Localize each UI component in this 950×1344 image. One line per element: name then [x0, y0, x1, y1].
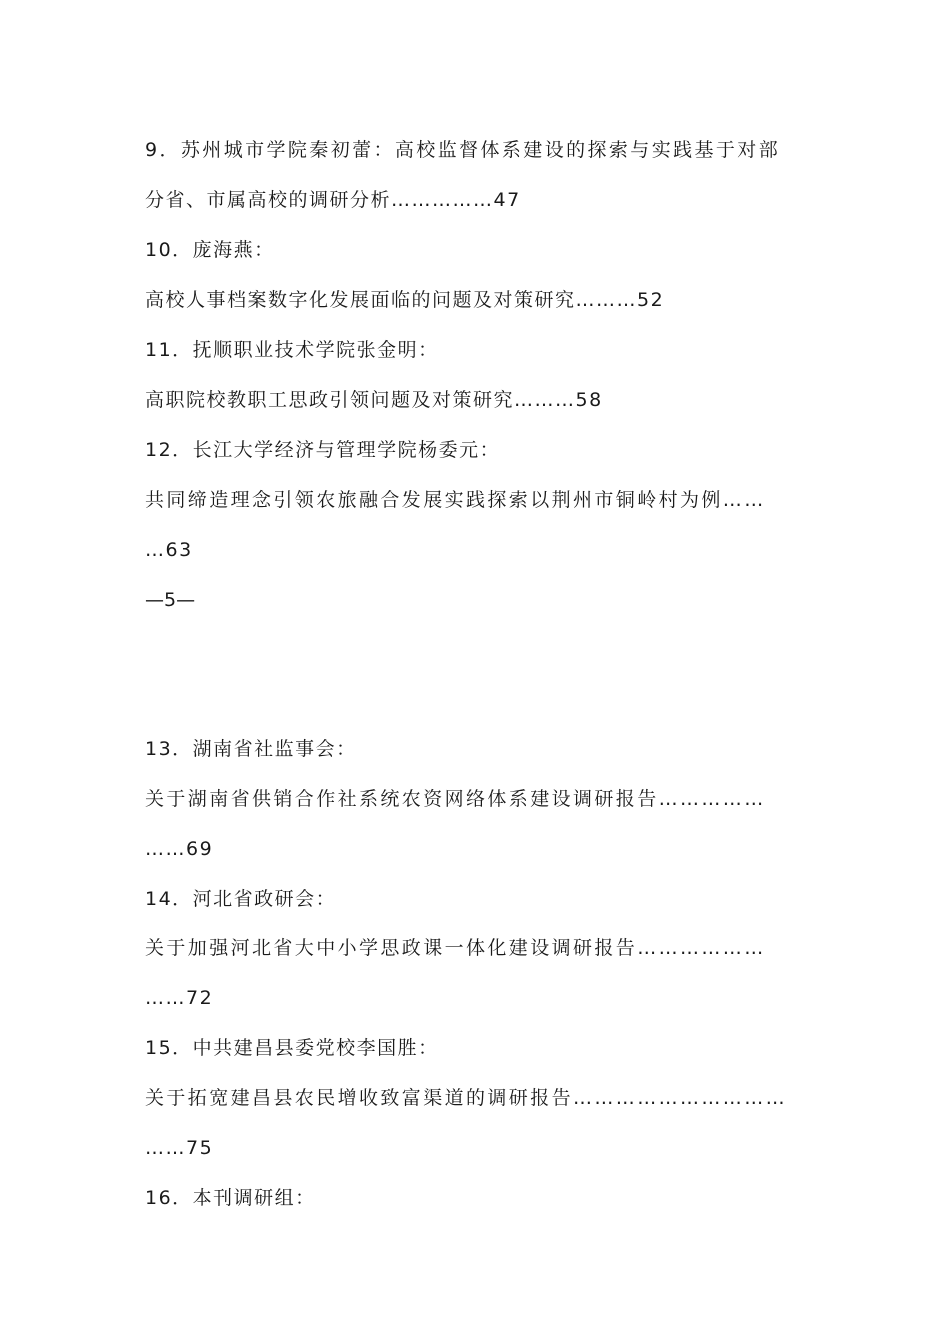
- toc-entry-12-author: 12．长江大学经济与管理学院杨委元：: [145, 439, 501, 461]
- toc-entry-13-author: 13．湖南省社监事会：: [145, 738, 357, 760]
- toc-entry-14-author: 14．河北省政研会：: [145, 888, 337, 910]
- toc-entry-10-title: 高校人事档案数字化发展面临的问题及对策研究………52: [145, 289, 665, 311]
- page-number: —5—: [145, 589, 196, 611]
- toc-entry-14-title-line-1: 关于加强河北省大中小学思政课一体化建设调研报告………………: [145, 937, 766, 959]
- toc-entry-11-author: 11．抚顺职业技术学院张金明：: [145, 339, 439, 361]
- toc-entry-12-title-line-1: 共同缔造理念引领农旅融合发展实践探索以荆州市铜岭村为例……: [145, 489, 766, 511]
- toc-entry-15-title-line-1: 关于拓宽建昌县农民增收致富渠道的调研报告…………………………: [145, 1087, 788, 1109]
- toc-entry-9-line-1: 9．苏州城市学院秦初蕾：高校监督体系建设的探索与实践基于对部: [145, 139, 781, 161]
- toc-entry-10-author: 10．庞海燕：: [145, 239, 275, 261]
- toc-entry-13-title-line-2: ……69: [145, 838, 214, 860]
- toc-entry-15-title-line-2: ……75: [145, 1137, 214, 1159]
- toc-entry-15-author: 15．中共建昌县委党校李国胜：: [145, 1037, 439, 1059]
- toc-entry-12-title-line-2: …63: [145, 539, 193, 561]
- toc-entry-13-title-line-1: 关于湖南省供销合作社系统农资网络体系建设调研报告……………: [145, 788, 766, 810]
- toc-entry-14-title-line-2: ……72: [145, 987, 214, 1009]
- toc-entry-11-title: 高职院校教职工思政引领问题及对策研究………58: [145, 389, 603, 411]
- toc-entry-9-line-2: 分省、市属高校的调研分析……………47: [145, 189, 521, 211]
- toc-entry-16-author: 16．本刊调研组：: [145, 1187, 316, 1209]
